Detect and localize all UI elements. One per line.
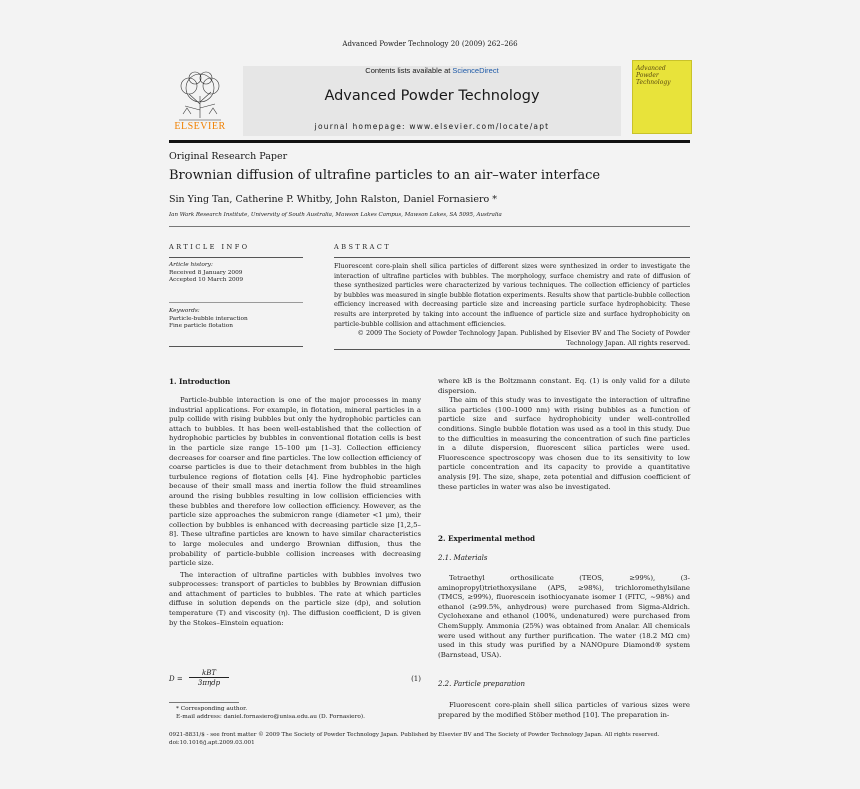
keywords [169, 308, 309, 331]
author-list: Sin Ying Tan, Catherine P. Whitby, John Ralston, Daniel Fornasiero * [169, 194, 497, 205]
section-heading-introduction: 1. Introduction [169, 377, 231, 386]
footnote-email[interactable]: E-mail address: daniel.fornasiero@unisa.edu.au (D. Fornasiero). [176, 714, 365, 720]
article-info-bottom-rule [169, 346, 303, 347]
materials-text [438, 574, 690, 660]
preparation-text [438, 701, 690, 720]
title-rule [169, 226, 690, 227]
journal-homepage[interactable]: journal homepage: www.elsevier.com/locate/apt [314, 122, 550, 131]
keywords-label: Keywords: [169, 308, 200, 314]
front-matter [169, 731, 699, 748]
history-label: Article history: [169, 262, 213, 268]
abstract-rule [334, 257, 690, 258]
section-heading-experimental: 2. Experimental method [438, 534, 536, 543]
received-date: Received 8 January 2009 [169, 269, 243, 276]
article-type: Original Research Paper [169, 151, 288, 162]
subsection-heading-preparation: 2.2. Particle preparation [438, 680, 525, 688]
sciencedirect-link[interactable]: ScienceDirect [452, 66, 499, 75]
accepted-date: Accepted 10 March 2009 [169, 277, 244, 284]
paragraph: Tetraethyl orthosilicate (TEOS, ≥99%), (3-aminopropyl)triethoxysilane (APS, ≥98%), trichloromethylsilane (TMCS, ≥99%), fluorescein isothiocyanate isomer I (FITC, ~98%) and ethanol (≥99.5%, anhydrous) were purchased from Sigma-Aldrich. Cyclohexane and ethanol (100%, undenatured) were purchased from ChemSupply. Ammonia (25%) was obtained from Analar. All chemicals were used without any further purification. The water (18.2 MΩ cm) used in this study was purified by a NANOpure Diamond® system (Barnstead, USA). [438, 574, 690, 659]
paragraph: The interaction of ultrafine particles with bubbles involves two subprocesses: transport of particles to bubbles by Brownian diffusion and attachment of particles to bubbles. The rate at which particles diffuse in solution depends on the particle size (dp), and solution temperature (T) and viscosity (η). The diffusion coefficient, D is given by the Stokes–Einstein equation: [169, 570, 421, 627]
equation-1 [169, 669, 421, 693]
abstract-heading: ABSTRACT [334, 243, 392, 251]
doi[interactable]: doi:10.1016/j.apt.2009.03.001 [169, 740, 255, 747]
article-info-rule [169, 257, 303, 258]
contents-line [243, 66, 621, 75]
elsevier-wordmark: ELSEVIER [174, 121, 226, 132]
front-matter-line: 0921-8831/$ - see front matter © 2009 The Society of Powder Technology Japan. Published by Elsevier BV and The Society of Powder Technology Japan. All rights reserved. [169, 732, 660, 738]
affiliation: Ian Wark Research Institute, University of South Australia, Mawson Lakes Campus, Mawson Lakes, SA 5095, Australia [169, 212, 502, 218]
abstract-text: Fluorescent core-plain shell silica particles of different sizes were synthesized in order to investigate the interaction of ultrafine particles with bubbles. The morphology, surface chemistry and rate of diffusion of these synthesized particles were characterized by various techniques. The collection efficiency of particles by bubbles was measured in single bubble flotation experiments. Results show that particle-bubble collection efficiency increased with decreasing particle size and increasing particle surface hydrophobicity. These results are interpreted by taking into account the influence of particle size and surface hydrophobicity on particle-bubble collision and attachment efficiencies. [334, 262, 690, 328]
paragraph: Particle-bubble interaction is one of the major processes in many industrial applications. For example, in flotation, mineral particles in a pulp collide with rising bubbles but only the hydrophobic particles can attach to bubbles. It has been well-established that the collection of hydrophobic particles by bubbles in conventional flotation cells is best in the particle size range 15–100 μm [1–3]. Collection efficiency decreases for coarser and fine particles. The low collection efficiency of coarse particles is due to their detachment from bubbles in the high turbulence regions of flotation cells [4]. Fine hydrophobic particles because of their small mass and inertia follow the fluid streamlines around the rising bubbles resulting in low collision efficiencies with these bubbles and therefore low collection efficiency. However, as the particle size approaches the submicron range (diameter <1 μm), their collection by bubbles is enhanced with decreasing particle size [1,2,5–8]. These ultrafine particles are known to have similar characteristics to large molecules and undergo Brownian diffusion, thus the probability of particle-bubble collision increases with decreasing particle size. [169, 396, 421, 568]
keyword-item: Particle-bubble interaction [169, 315, 248, 322]
equation-lhs: D = [169, 675, 183, 683]
keywords-rule [169, 302, 303, 303]
journal-reference: Advanced Powder Technology 20 (2009) 262–266 [342, 40, 518, 48]
subsection-heading-materials: 2.1. Materials [438, 554, 488, 562]
contents-prefix: Contents lists available at [365, 66, 453, 75]
paragraph: The aim of this study was to investigate the interaction of ultrafine silica particles (100–1000 nm) with rising bubbles as a function of particle size and surface hydrophobicity under well-controlled conditions. Single bubble flotation was used as a tool in this study. Due to the difficulties in measuring the concentration of such fine particles in a dilute dispersion, fluorescent silica particles were used. Fluorescence spectroscopy was chosen due to its sensitivity to low particle concentration and its capacity to provide a quantitative analysis [9]. The size, shape, zeta potential and diffusion coefficient of these particles in water was also be investigated. [438, 396, 690, 491]
intro-text [169, 396, 421, 628]
right-column-text [438, 377, 690, 492]
equation-number: (1) [411, 675, 421, 683]
cover-title: Advanced Powder Technology [636, 65, 671, 86]
equation-numerator: kBT [189, 669, 229, 678]
article-info-heading: ARTICLE INFO [169, 243, 250, 251]
equation-denominator: 3πηdp [197, 679, 221, 687]
keyword-item: Fine particle flotation [169, 323, 233, 330]
footnote-corresponding: * Corresponding author. [176, 706, 248, 712]
journal-title: Advanced Powder Technology [324, 88, 540, 104]
paper-title: Brownian diffusion of ultrafine particles to an air–water interface [169, 168, 601, 183]
abstract-copyright: © 2009 The Society of Powder Technology Japan. Published by Elsevier BV and The Society of Powder Technology Japan. All rights reserved. [357, 329, 690, 347]
paragraph: where kB is the Boltzmann constant. Eq. (1) is only valid for a dilute dispersion. [438, 377, 690, 395]
paragraph: Fluorescent core-plain shell silica particles of various sizes were prepared by the modified Stöber method [10]. The preparation in- [438, 701, 690, 719]
abstract-bottom-rule [334, 349, 690, 350]
header-rule [169, 140, 690, 143]
footnote-rule [169, 702, 239, 703]
footnotes [176, 705, 426, 721]
article-history [169, 262, 309, 285]
